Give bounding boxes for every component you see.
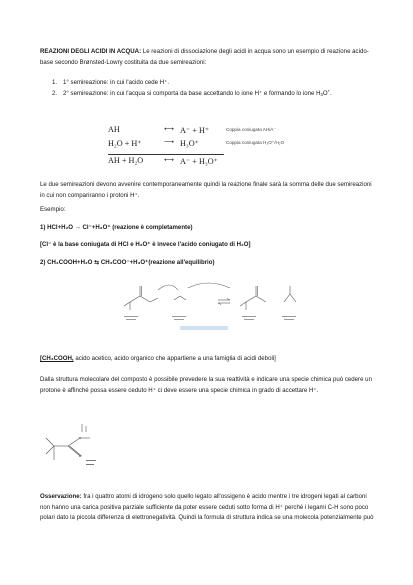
list-text: 2° semireazione: in cui l'acqua si comporta da base accettando lo ione H⁺ e formando lo ione H — [63, 90, 321, 97]
eq-right: A⁻ + H₃O⁺ — [180, 157, 218, 166]
eq-right: H₃O⁺ — [180, 139, 200, 148]
eq-left: AH — [108, 125, 120, 134]
acetic-acid-reaction-figure — [118, 276, 308, 332]
paragraph-struttura: Dalla struttura molecolare del composto è possibile prevedere la sua reattività e indicare una specie chimica può cedere un protone è affinché possa essere ceduto H⁺ ci deve essere una specie chimica in grado di accettare H⁺. — [40, 376, 372, 394]
eq-note: Coppia coniugata H₃O⁺/H₂O — [226, 140, 285, 145]
acetic-acid-term: [CH₃COOH, — [40, 355, 74, 362]
subscript: 3 — [320, 92, 323, 98]
eq-right: A⁻ + H⁺ — [180, 126, 210, 135]
example-1: 1) HCl+H₂O → Cl⁻+H₃O⁺ (reazione è completamente) — [40, 224, 193, 231]
acetic-text: acido acetico, acido organico che appartiene a una famiglia di acidi deboli] — [73, 355, 276, 362]
list-text-c: . — [330, 90, 332, 97]
structural-formula-figure — [40, 414, 102, 478]
paragraph-acetic — [40, 354, 375, 365]
paragraph-osservazione — [40, 492, 375, 524]
example-2: 2) CH₃COOH+H₂O ⇆ CH₃COO⁻+H₃O⁺(reazione all'equilibrio) — [40, 259, 215, 266]
superscript: + — [327, 88, 331, 94]
list-item-2 — [52, 89, 372, 100]
list-number: 2. — [52, 90, 58, 97]
eq-left: AH + H₂O — [108, 156, 144, 165]
eq-note: Coppia coniugata AH/A⁻ — [226, 127, 276, 132]
heading-reazioni: REAZIONI DEGLI ACIDI IN ACQUA: — [40, 48, 142, 55]
eq-arrow: ⟷ — [163, 125, 175, 133]
list-text-b: O — [322, 90, 328, 97]
osservazione-text: fra i quattro atomi di idrogeno solo quello legato all'ossigeno è acido mentre i tre idrogeni legati al carboni non hanno una carica positiva parziale sufficiente da poter essere ceduti sotto forma di H⁺ perché i legami C-H sono poco polari dato la piccola differenza di elettronegatività. Quindi la formula di struttura indica se una molecola potenzialmente può — [40, 493, 374, 522]
eq-arrow: ⟷ — [163, 156, 175, 164]
equation-table — [108, 124, 368, 170]
example-label: Esempio: — [40, 206, 66, 213]
intro-text: Le reazioni di dissociazione degli acidi in acqua sono un esempio di reazione acido-base secondo Brønsted-Lowry costituita da due semireazioni: — [40, 48, 369, 66]
paragraph-intro — [40, 47, 375, 68]
example-1-note: [Cl⁻ è la base coniugata di HCl e H₃O⁺ è invece l'acido coniugato di H₂O] — [40, 241, 251, 248]
list-item-1 — [52, 78, 372, 89]
sum-line — [108, 154, 224, 155]
highlight-box — [180, 326, 228, 330]
paragraph-semireazioni: Le due semireazioni devono avvenire contemporaneamente quindi la reazione finale sarà la somma delle due semireazioni in cui non compariranno i protoni H⁺. — [40, 181, 372, 199]
list-number: 1. — [52, 79, 58, 86]
eq-arrow: ⟶ — [163, 138, 175, 146]
eq-left: H₂O + H⁺ — [108, 139, 142, 148]
osservazione-label: Osservazione: — [40, 493, 82, 500]
list-text: 1° semireazione: in cui l'acido cede H⁺. — [63, 79, 170, 86]
